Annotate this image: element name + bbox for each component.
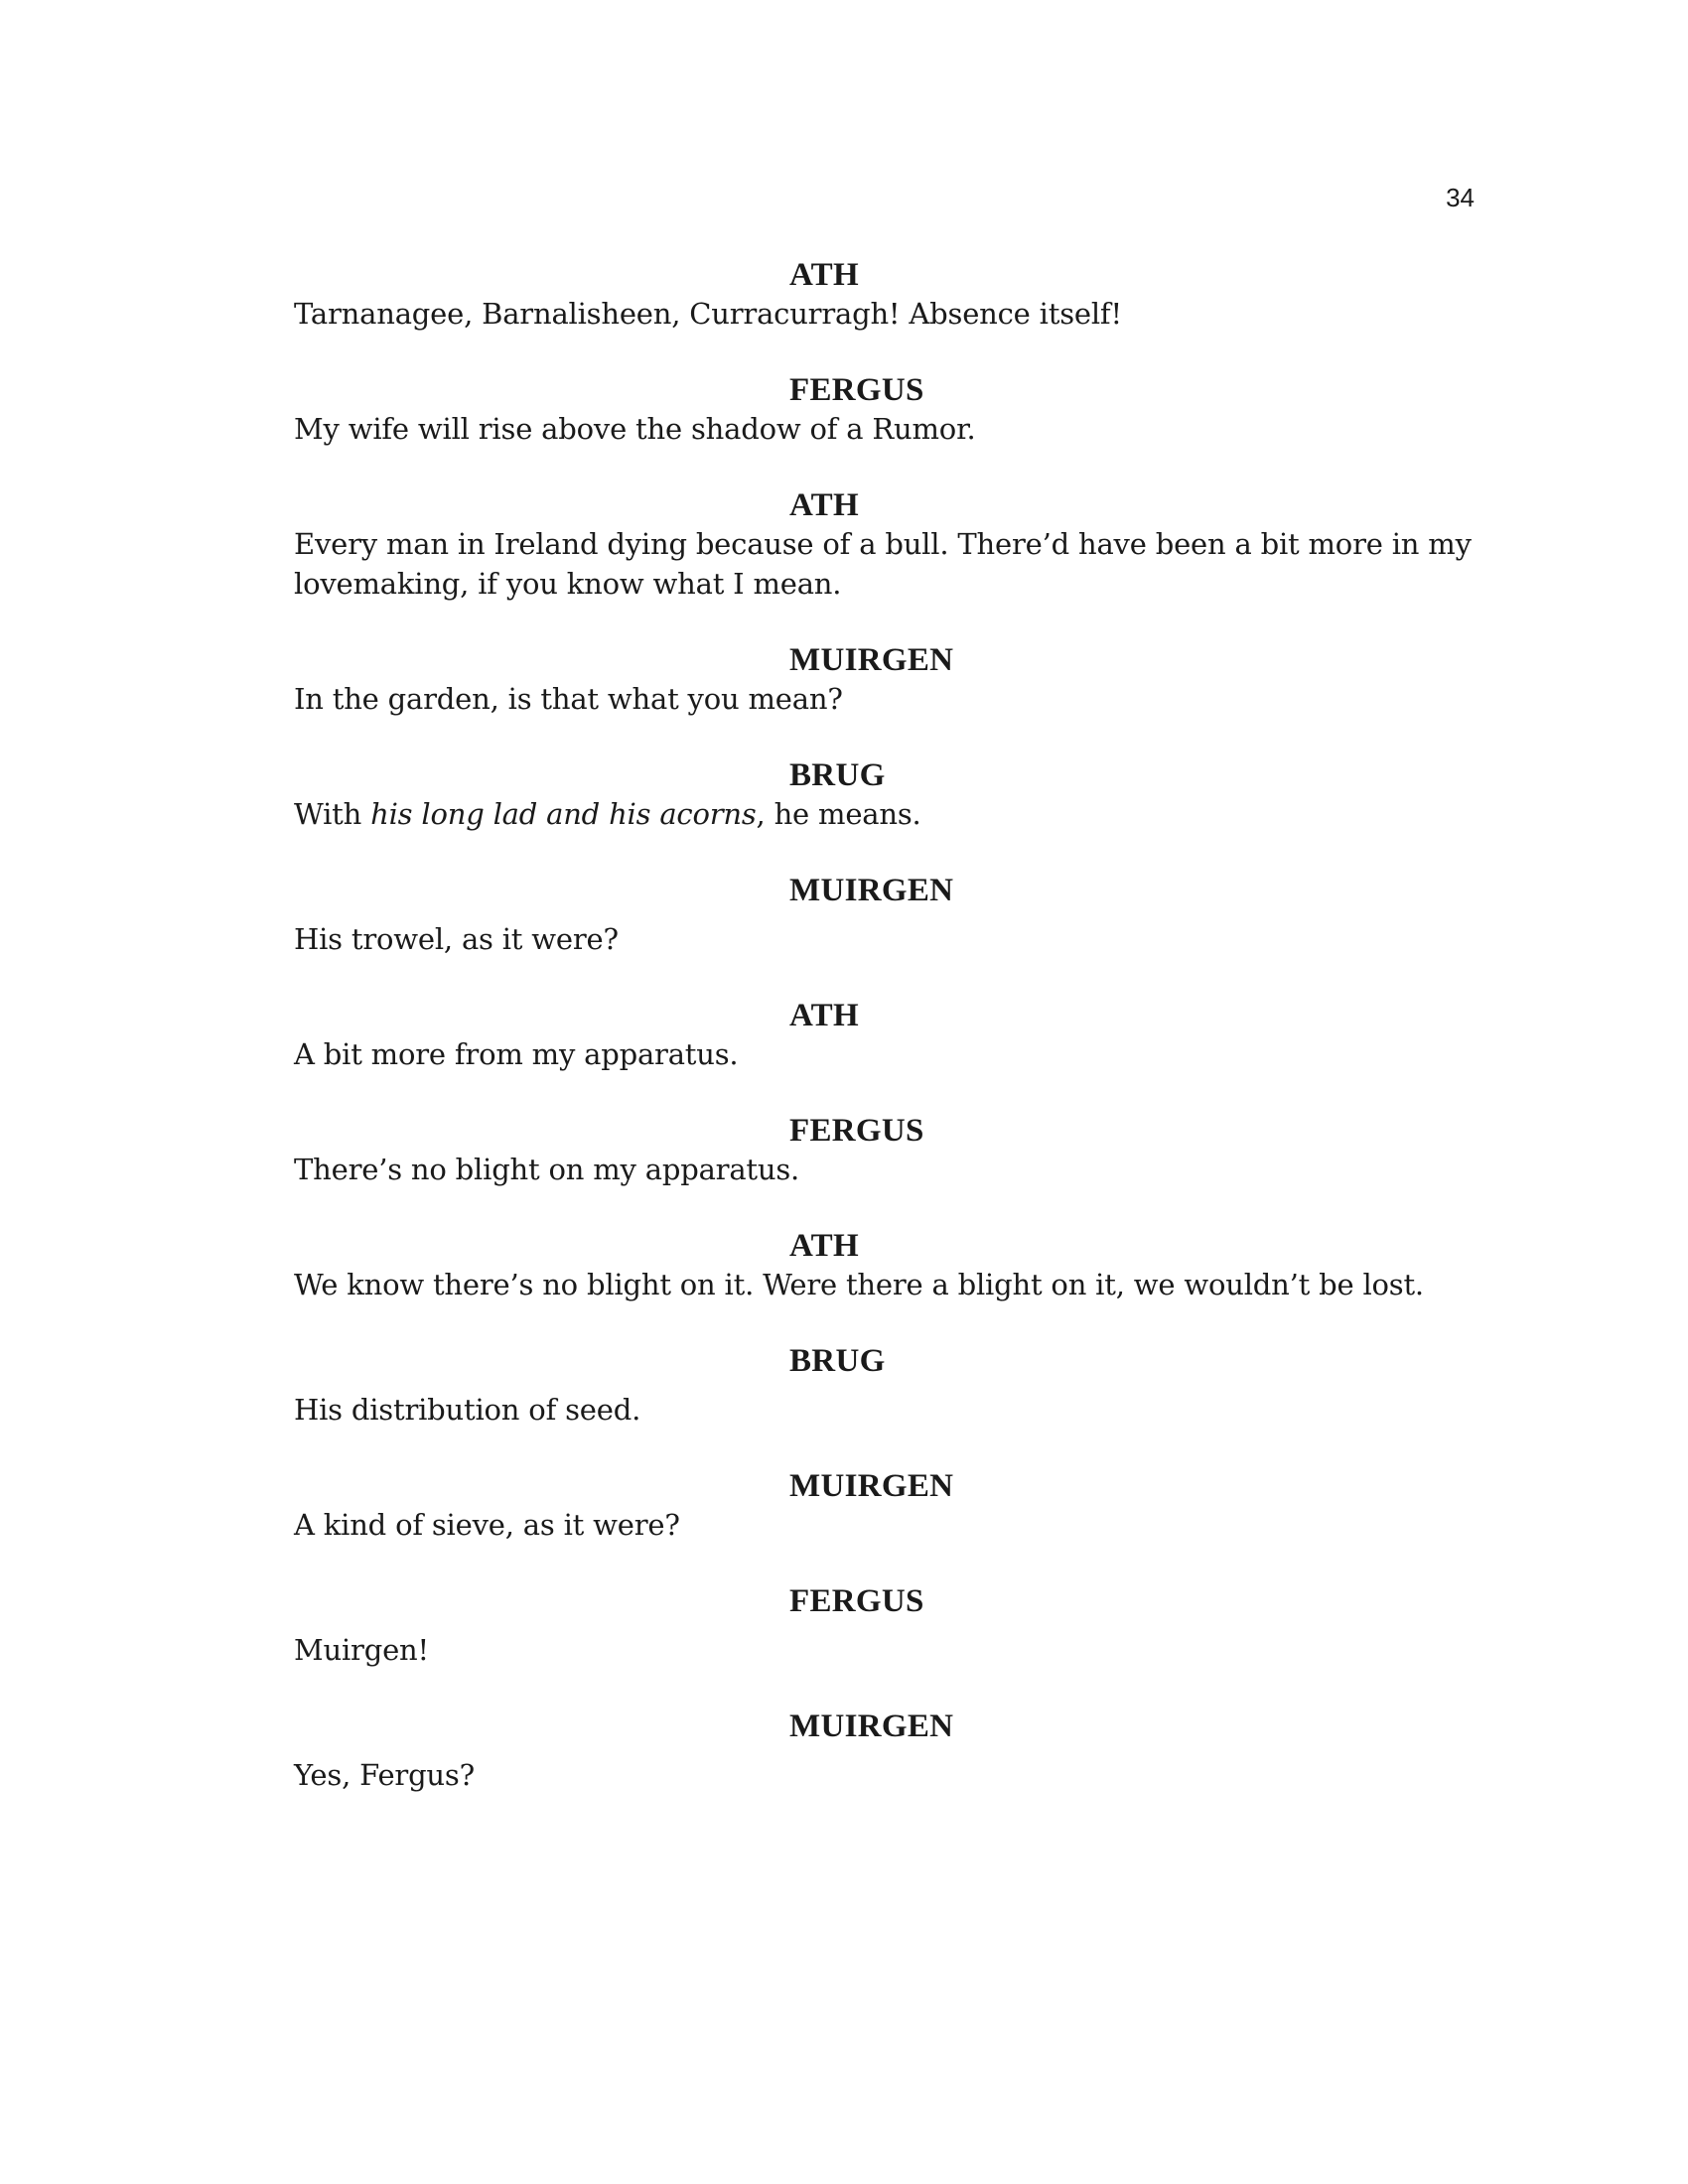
dialogue-line: Yes, Fergus? [294, 1758, 475, 1792]
dialogue-line: In the garden, is that what you mean? [294, 682, 843, 716]
dialogue-line: My wife will rise above the shadow of a Rumor. [294, 412, 976, 446]
dialogue-line [294, 794, 1485, 834]
page-number: 34 [1446, 183, 1475, 212]
speaker-name: ATH [789, 257, 859, 293]
dialogue-line: Every man in Ireland dying because of a bull. There’d have been a bit more in my [294, 527, 1472, 561]
dialogue-exchange [294, 872, 1485, 959]
speaker-name: MUIRGEN [789, 642, 954, 678]
speaker-name: ATH [789, 998, 859, 1033]
dialogue-line: We know there’s no blight on it. Were there a blight on it, we wouldn’t be lost. [294, 1268, 1424, 1301]
dialogue-exchange [294, 641, 1485, 719]
dialogue-exchange [294, 486, 1485, 604]
dialogue-line: Muirgen! [294, 1633, 429, 1667]
speaker-name: MUIRGEN [789, 1708, 954, 1744]
dialogue-exchange [294, 1582, 1485, 1670]
speaker-name: BRUG [789, 1343, 886, 1379]
dialogue-line-pre: With [294, 797, 371, 831]
speaker-name: FERGUS [789, 1583, 924, 1619]
dialogue-line-continued: lovemaking, if you know what I mean. [294, 567, 842, 601]
speaker-name: FERGUS [789, 372, 924, 408]
speaker-name: BRUG [789, 757, 886, 793]
dialogue-line-italic: his long lad and his acorns [370, 797, 757, 831]
dialogue-line: His trowel, as it were? [294, 922, 619, 956]
dialogue-line-post: , he means. [756, 797, 921, 831]
dialogue-exchange [294, 256, 1485, 334]
dialogue-line: His distribution of seed. [294, 1393, 641, 1427]
speaker-name: FERGUS [789, 1113, 924, 1149]
speaker-name: MUIRGEN [789, 873, 954, 908]
script-dialogue [294, 256, 1485, 1795]
dialogue-exchange [294, 1467, 1485, 1545]
speaker-name: ATH [789, 487, 859, 523]
dialogue-exchange [294, 371, 1485, 449]
dialogue-exchange [294, 997, 1485, 1074]
speaker-name: MUIRGEN [789, 1468, 954, 1504]
dialogue-exchange [294, 1342, 1485, 1430]
dialogue-exchange [294, 1707, 1485, 1795]
dialogue-exchange [294, 1112, 1485, 1189]
dialogue-line: A kind of sieve, as it were? [294, 1508, 680, 1542]
speaker-name: ATH [789, 1228, 859, 1264]
dialogue-exchange [294, 756, 1485, 834]
dialogue-line: A bit more from my apparatus. [294, 1037, 739, 1071]
dialogue-line: Tarnanagee, Barnalisheen, Curracurragh! Absence itself! [294, 297, 1122, 331]
dialogue-exchange [294, 1227, 1485, 1304]
dialogue-line: There’s no blight on my apparatus. [294, 1153, 800, 1186]
